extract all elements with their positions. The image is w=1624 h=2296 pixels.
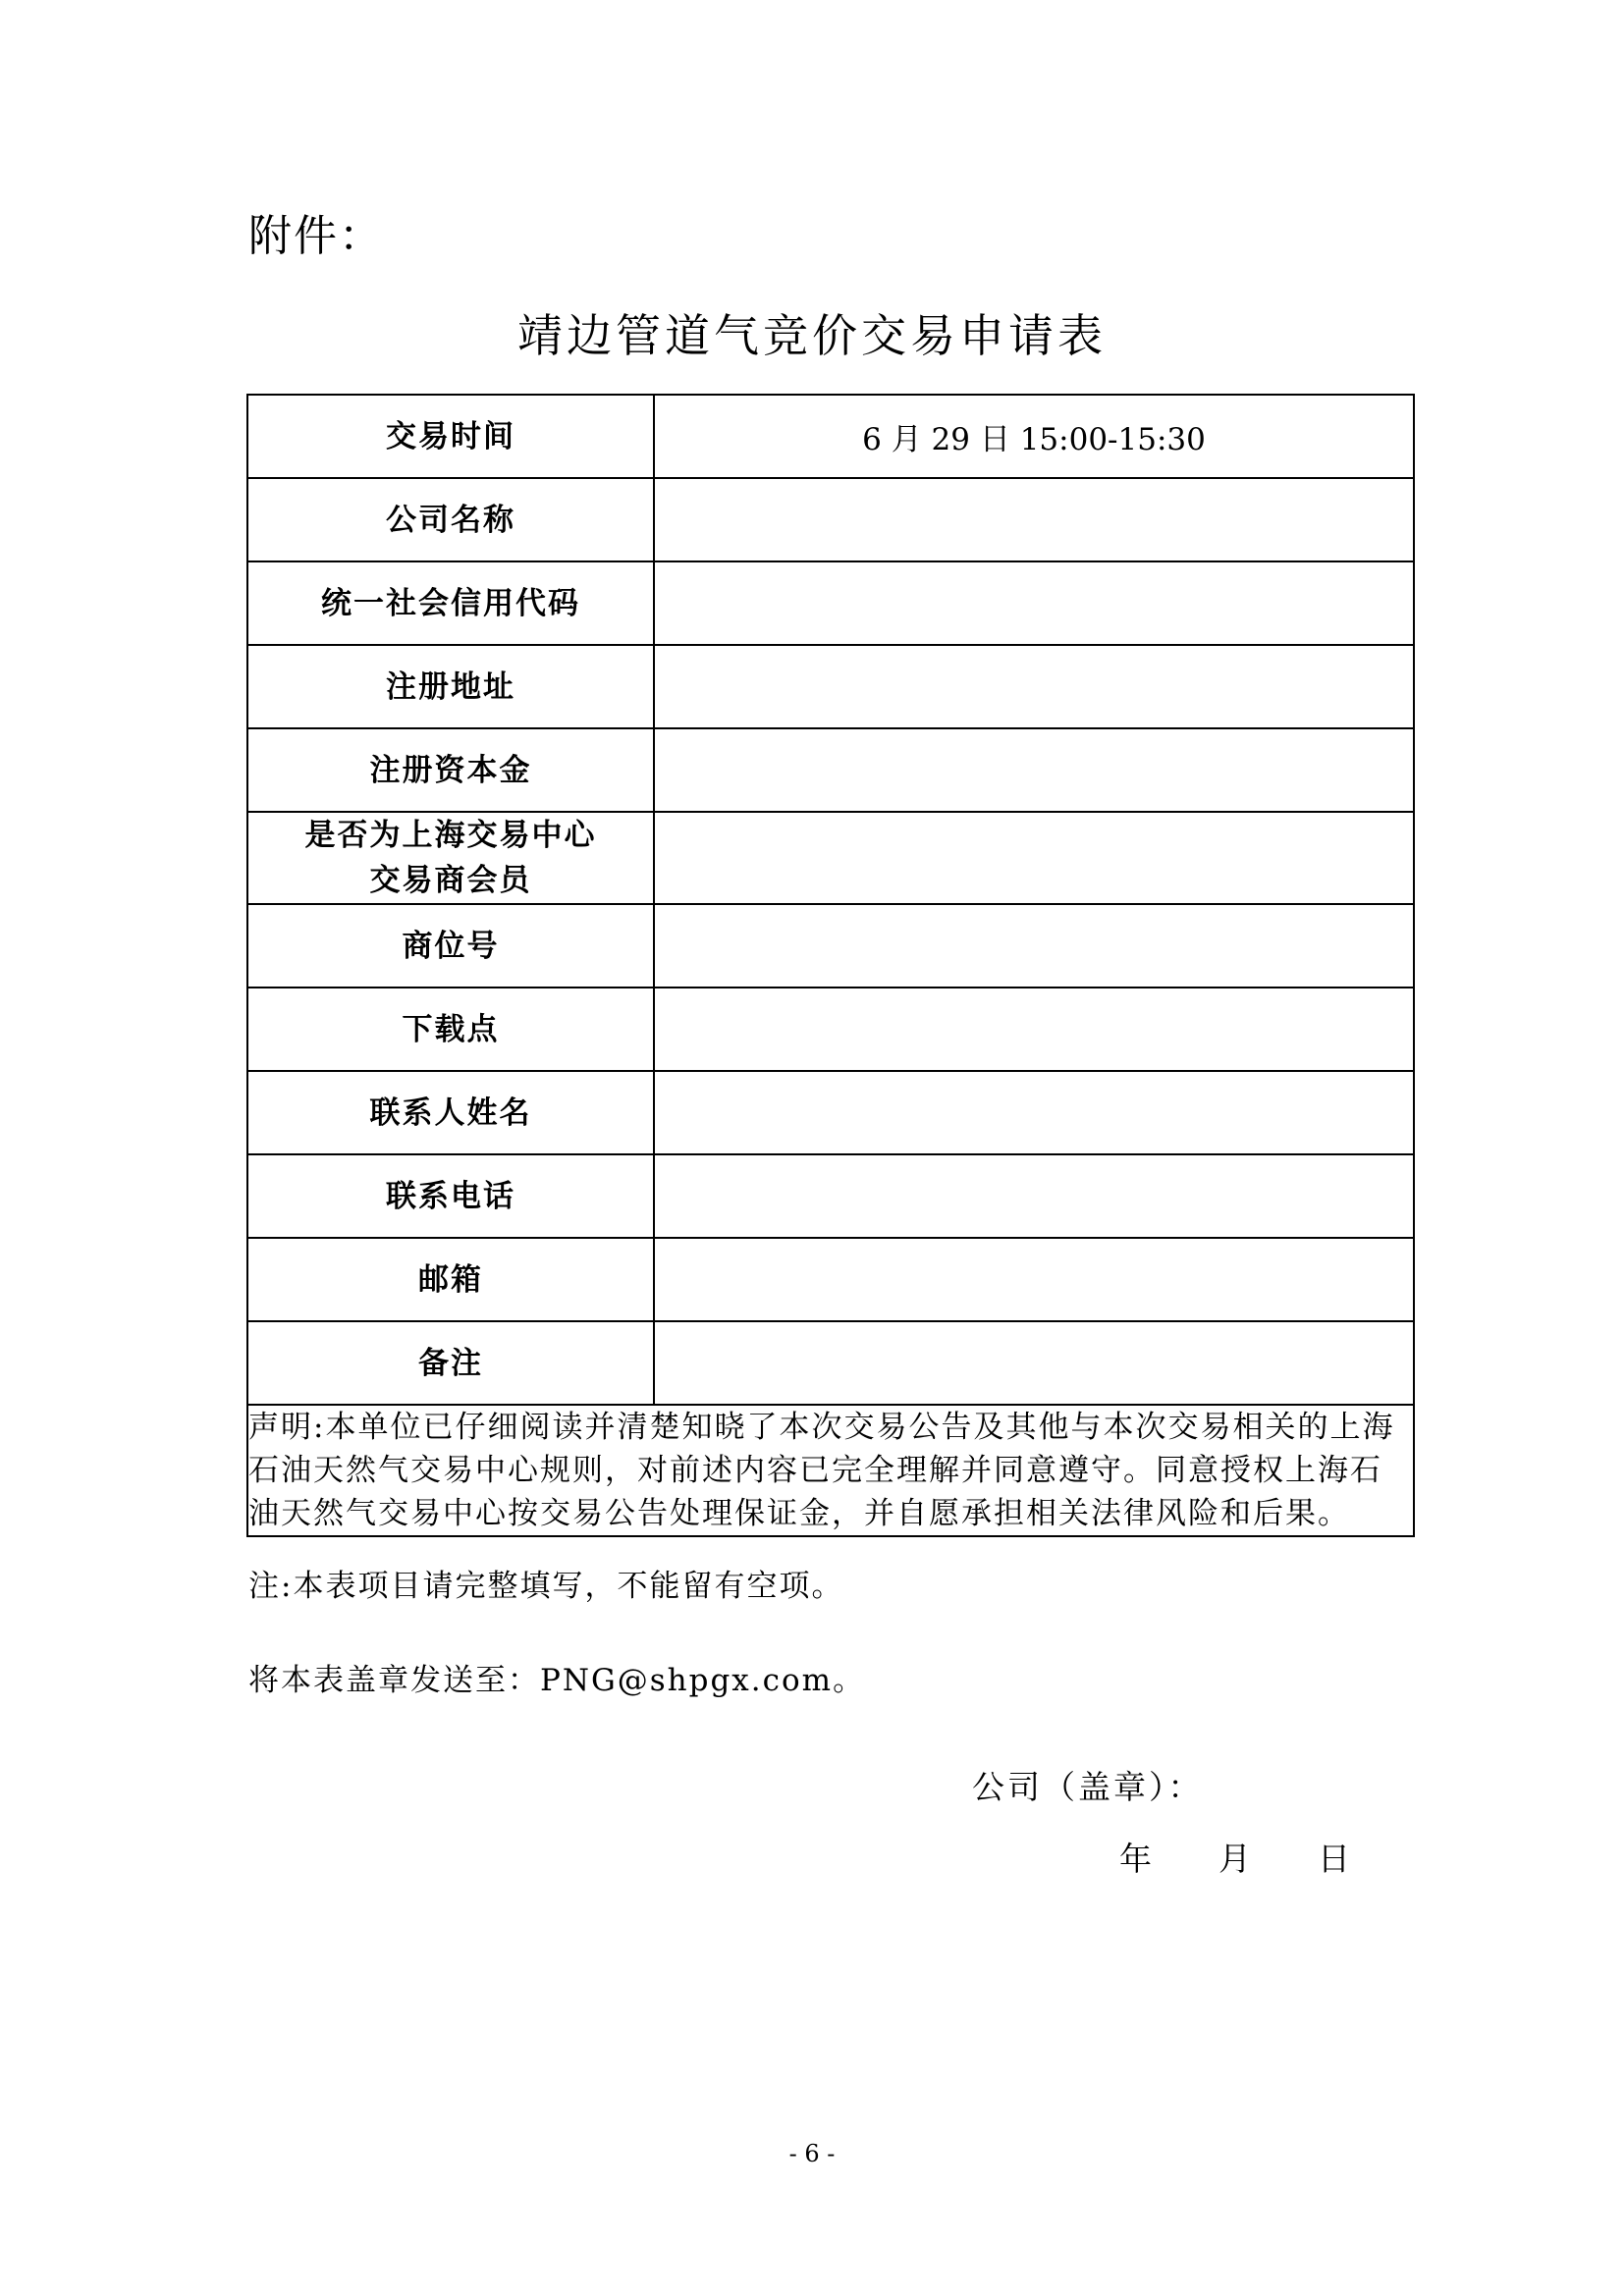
date-day: 日 <box>1318 1840 1350 1878</box>
page-number: - 6 - <box>788 2140 836 2167</box>
send-instruction: 将本表盖章发送至：PNG@shpgx.com。 <box>248 1663 866 1698</box>
field-contact-name[interactable] <box>654 1071 1414 1154</box>
row-email <box>247 1238 1414 1321</box>
label-member-status-line2: 交易商会员 <box>369 863 532 898</box>
row-registered-address <box>247 645 1414 728</box>
declaration-text: 声明:本单位已仔细阅读并清楚知晓了本次交易公告及其他与本次交易相关的上海石油天然气交易中心规则，对前述内容已完全理解并同意遵守。同意授权上海石油天然气交易中心按交易公告处理保证金，并自愿承担相关法律风险和后果。 <box>247 1405 1414 1536</box>
field-credit-code[interactable] <box>654 561 1414 645</box>
row-remarks <box>247 1321 1414 1405</box>
field-remarks[interactable] <box>654 1321 1414 1405</box>
label-offtake-point: 下载点 <box>247 988 654 1071</box>
field-offtake-point[interactable] <box>654 988 1414 1071</box>
label-credit-code: 统一社会信用代码 <box>247 561 654 645</box>
row-company-name <box>247 478 1414 561</box>
company-seal-label: 公司（盖章）： <box>972 1768 1204 1806</box>
form-title: 靖边管道气竞价交易申请表 <box>517 309 1107 362</box>
fill-note: 注:本表项目请完整填写，不能留有空项。 <box>248 1569 844 1604</box>
field-booth-number[interactable] <box>654 904 1414 988</box>
row-credit-code <box>247 561 1414 645</box>
label-registered-address: 注册地址 <box>247 645 654 728</box>
row-contact-name <box>247 1071 1414 1154</box>
label-member-status <box>247 812 654 904</box>
value-trade-time[interactable]: 6 月 29 日 15:00-15:30 <box>654 395 1414 478</box>
field-registered-address[interactable] <box>654 645 1414 728</box>
attachment-label: 附件： <box>248 211 384 261</box>
label-company-name: 公司名称 <box>247 478 654 561</box>
row-booth-number <box>247 904 1414 988</box>
signature-date <box>1119 1834 1350 1880</box>
label-contact-name: 联系人姓名 <box>247 1071 654 1154</box>
label-email: 邮箱 <box>247 1238 654 1321</box>
field-member-status[interactable] <box>654 812 1414 904</box>
field-registered-capital[interactable] <box>654 728 1414 812</box>
date-year: 年 <box>1119 1840 1152 1878</box>
field-contact-phone[interactable] <box>654 1154 1414 1238</box>
label-registered-capital: 注册资本金 <box>247 728 654 812</box>
application-form-table <box>246 394 1415 1537</box>
label-remarks: 备注 <box>247 1321 654 1405</box>
label-trade-time: 交易时间 <box>247 395 654 478</box>
field-email[interactable] <box>654 1238 1414 1321</box>
label-contact-phone: 联系电话 <box>247 1154 654 1238</box>
date-month: 月 <box>1218 1840 1251 1878</box>
row-trade-time <box>247 395 1414 478</box>
row-declaration <box>247 1405 1414 1536</box>
row-registered-capital <box>247 728 1414 812</box>
label-member-status-line1: 是否为上海交易中心 <box>304 818 597 853</box>
field-company-name[interactable] <box>654 478 1414 561</box>
row-contact-phone <box>247 1154 1414 1238</box>
label-booth-number: 商位号 <box>247 904 654 988</box>
row-member-status <box>247 812 1414 904</box>
row-offtake-point <box>247 988 1414 1071</box>
